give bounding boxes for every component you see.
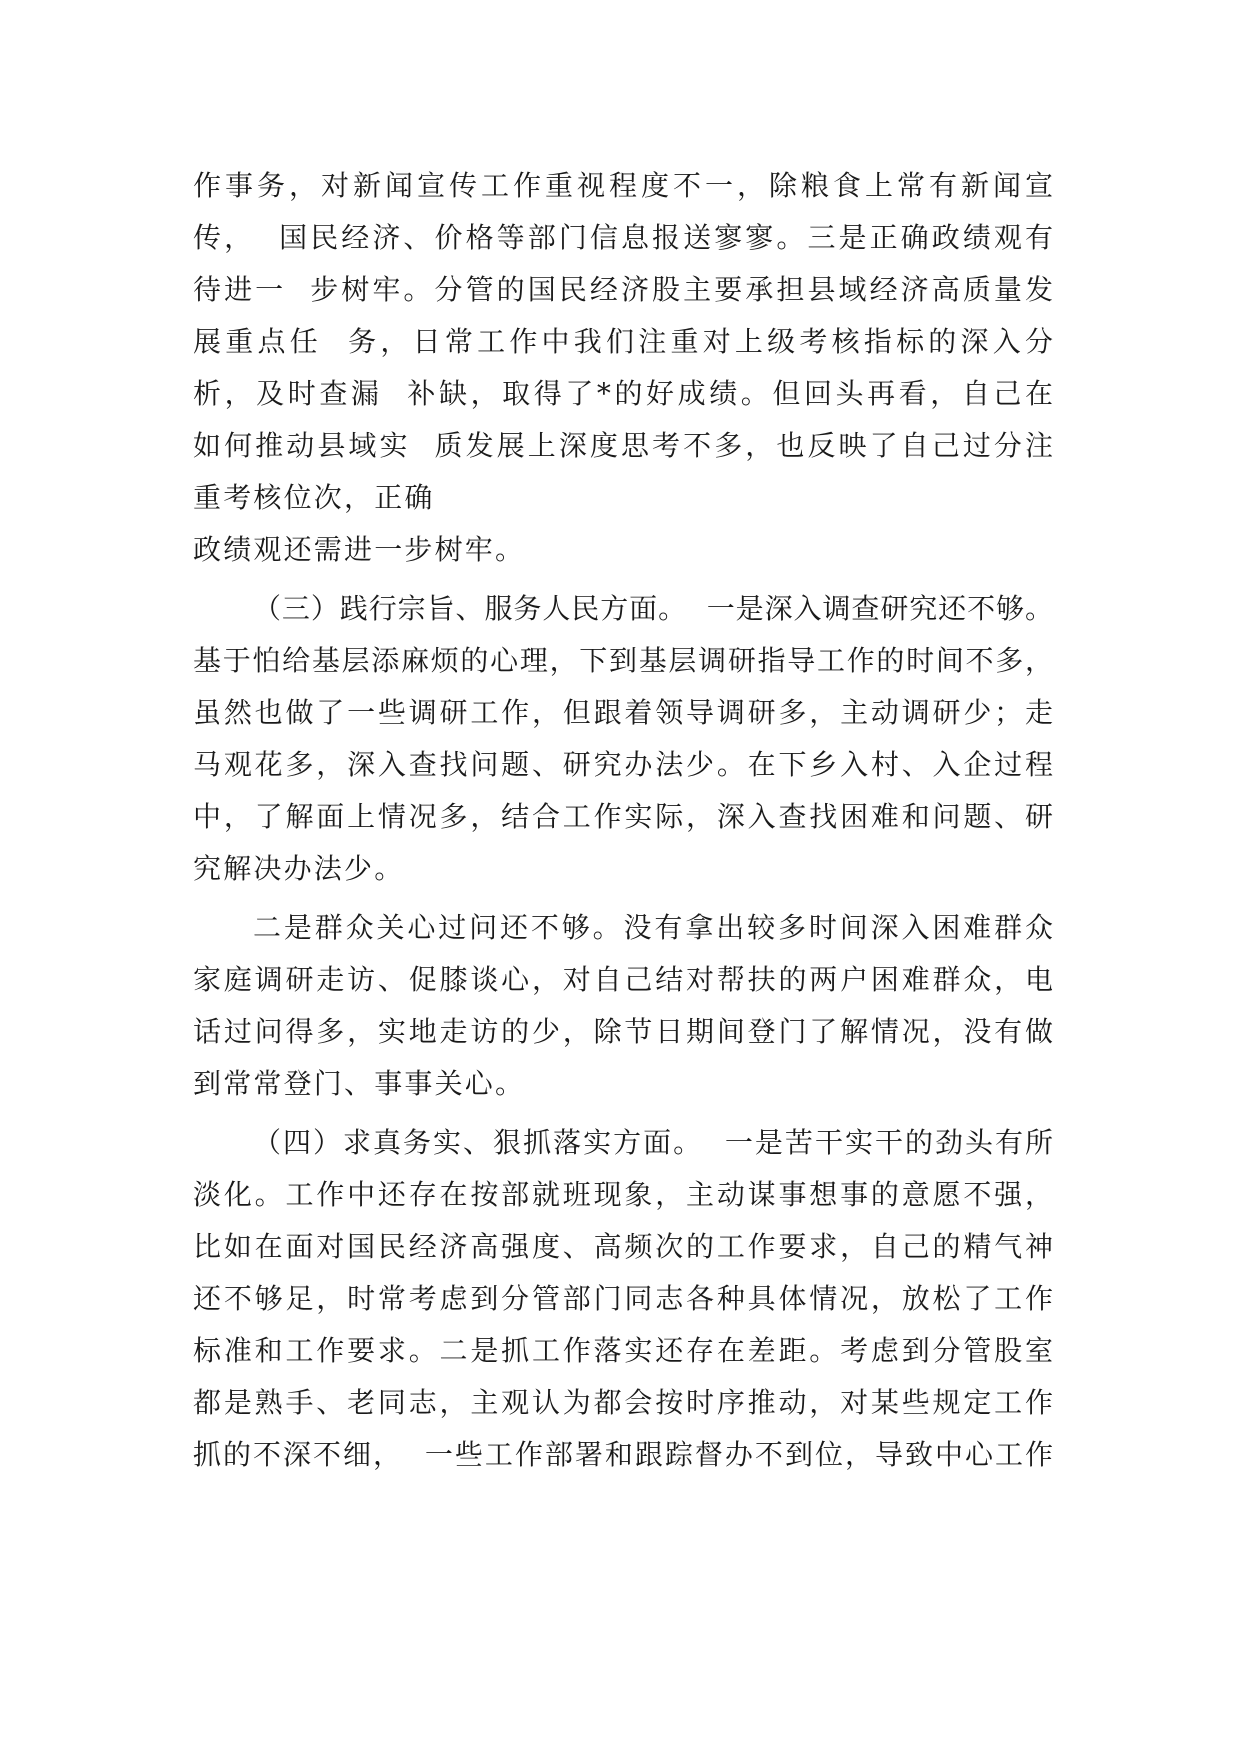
section-heading-line: （三）践行宗旨、服务人民方面。 一是深入调查研究还不够。: [253, 592, 1053, 625]
section-heading-line: （四）求真务实、狠抓落实方面。 一是苦干实干的劲头有所: [253, 1126, 1053, 1159]
text-line: 家庭调研走访、促膝谈心，对自己结对帮扶的两户困难群众，电: [193, 963, 1053, 996]
text-line: 淡化。工作中还存在按部就班现象，主动谋事想事的意愿不强，: [193, 1178, 1053, 1211]
text-line: 究解决办法少。: [193, 852, 405, 885]
text-line: 话过问得多，实地走访的少，除节日期间登门了解情况，没有做: [193, 1015, 1053, 1048]
text-line: 传， 国民经济、价格等部门信息报送寥寥。三是正确政绩观有: [193, 221, 1053, 254]
text-line: 标准和工作要求。二是抓工作落实还存在差距。考虑到分管股室: [193, 1334, 1053, 1367]
text-line: 比如在面对国民经济高强度、高频次的工作要求，自己的精气神: [193, 1230, 1053, 1263]
text-line: 如何推动县域实 质发展上深度思考不多，也反映了自己过分注: [193, 429, 1053, 462]
text-line: 马观花多，深入查找问题、研究办法少。在下乡入村、入企过程: [193, 748, 1053, 781]
body-text: [193, 160, 1053, 1481]
text-line: 展重点任 务，日常工作中我们注重对上级考核指标的深入分: [193, 325, 1053, 358]
text-line: 重考核位次，正确: [193, 481, 435, 514]
text-line: 待进一 步树牢。分管的国民经济股主要承担县域经济高质量发: [193, 273, 1053, 306]
text-line: 中，了解面上情况多，结合工作实际，深入查找困难和问题、研: [193, 800, 1053, 833]
text-line: 作事务，对新闻宣传工作重视程度不一，除粮食上常有新闻宣: [193, 169, 1053, 202]
text-line: 都是熟手、老同志，主观认为都会按时序推动，对某些规定工作: [193, 1386, 1053, 1419]
text-line: 抓的不深不细， 一些工作部署和跟踪督办不到位，导致中心工作: [193, 1438, 1053, 1471]
text-line: 虽然也做了一些调研工作，但跟着领导调研多，主动调研少；走: [193, 696, 1053, 729]
text-line: 基于怕给基层添麻烦的心理，下到基层调研指导工作的时间不多，: [193, 644, 1053, 677]
text-line: 政绩观还需进一步树牢。: [193, 533, 526, 566]
paragraph-start-line: 二是群众关心过问还不够。没有拿出较多时间深入困难群众: [253, 911, 1053, 944]
text-line: 还不够足，时常考虑到分管部门同志各种具体情况，放松了工作: [193, 1282, 1053, 1315]
text-line: 析，及时查漏 补缺，取得了*的好成绩。但回头再看，自己在: [193, 377, 1053, 410]
text-line: 到常常登门、事事关心。: [193, 1067, 526, 1100]
